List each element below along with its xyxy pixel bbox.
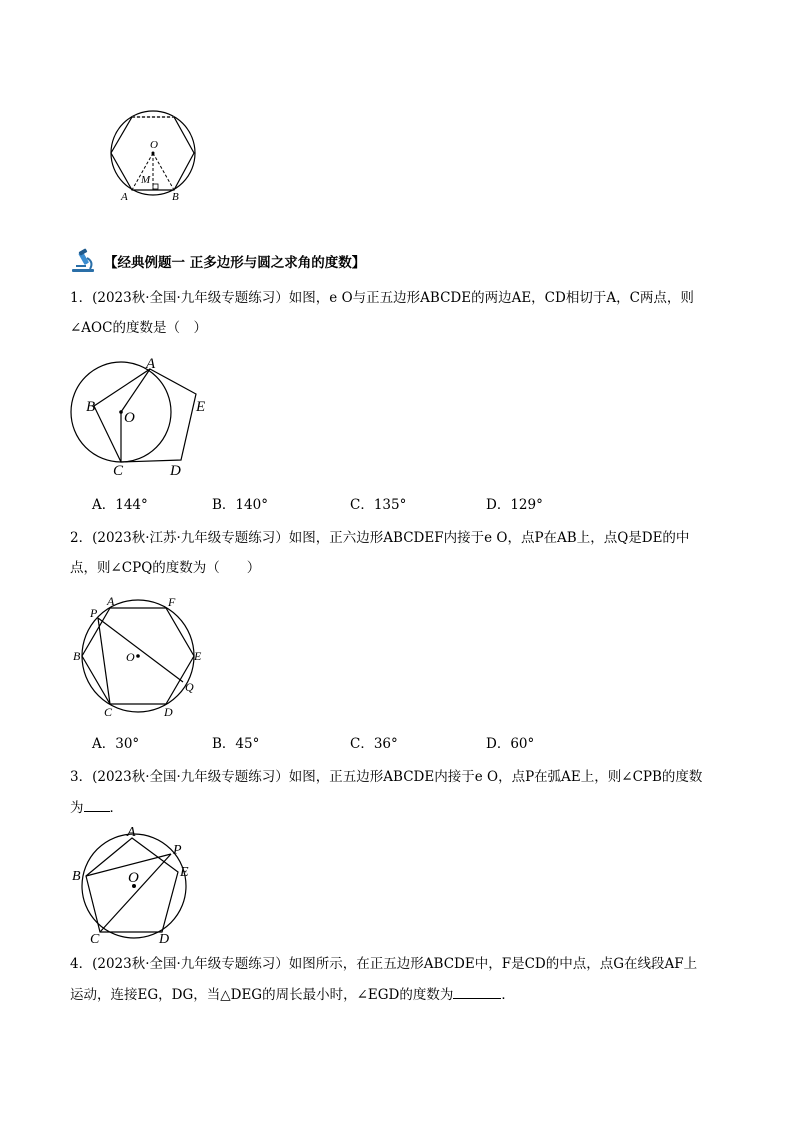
section-title: 【经典例题一 正多边形与圆之求角的度数】 bbox=[104, 255, 366, 271]
segment-pc bbox=[98, 618, 110, 704]
label-d: D bbox=[164, 705, 173, 719]
problem-1-option-b[interactable]: B．140° bbox=[212, 497, 268, 513]
label-f: F bbox=[168, 595, 176, 609]
right-angle-mark bbox=[153, 184, 158, 189]
problem-3-figure bbox=[70, 824, 200, 946]
label-c: C bbox=[104, 705, 113, 719]
problem-4-line-2 bbox=[70, 984, 515, 1005]
problem-2-option-d[interactable]: D．60° bbox=[486, 736, 535, 752]
label-o: O bbox=[150, 139, 158, 151]
pentagon bbox=[94, 369, 196, 462]
problem-3-line-2 bbox=[70, 797, 123, 818]
label-m: M bbox=[141, 174, 151, 186]
label-o: O bbox=[124, 410, 135, 426]
label-o: O bbox=[128, 870, 139, 886]
problem-1-option-a[interactable]: A．144° bbox=[92, 497, 148, 513]
problem-2-option-a[interactable]: A．30° bbox=[92, 736, 140, 752]
label-c: C bbox=[113, 463, 124, 479]
label-e: E bbox=[194, 649, 202, 663]
problem-3-line-2-suffix: ． bbox=[109, 800, 123, 816]
problem-1-line-1: 1．(2023秋·全国·九年级专题练习）如图，e O与正五边形ABCDE的两边AE，CD相切于A，C两点，则 bbox=[70, 290, 694, 306]
dashed-ob bbox=[153, 153, 174, 190]
problem-2-line-2: 点，则∠CPQ的度数为（ ） bbox=[70, 560, 261, 576]
problem-2-line-1: 2．(2023秋·江苏·九年级专题练习）如图，正六边形ABCDEF内接于e O，点P在AB上，点Q是DE的中 bbox=[70, 530, 690, 546]
label-a: A bbox=[146, 356, 156, 372]
label-b: B bbox=[172, 191, 179, 203]
answer-blank[interactable] bbox=[453, 984, 501, 999]
label-e: E bbox=[180, 865, 189, 880]
segment-pq bbox=[98, 618, 183, 682]
label-c: C bbox=[90, 932, 100, 946]
problem-1-option-d[interactable]: D．129° bbox=[486, 497, 543, 513]
problem-1-option-c[interactable]: C．135° bbox=[350, 497, 407, 513]
problem-3-line-1: 3．(2023秋·全国·九年级专题练习）如图，正五边形ABCDE内接于e O，点P在弧AE上，则∠CPB的度数 bbox=[70, 769, 703, 785]
problem-3-line-2-text: 为 bbox=[70, 800, 84, 816]
section-heading bbox=[70, 247, 365, 275]
segment-oa bbox=[121, 369, 150, 412]
microscope-icon bbox=[70, 248, 98, 274]
segment-pc bbox=[100, 854, 171, 932]
problem-2-option-c[interactable]: C．36° bbox=[350, 736, 398, 752]
problem-2-option-b[interactable]: B．45° bbox=[212, 736, 260, 752]
problem-4-line-2-suffix: ． bbox=[501, 987, 515, 1003]
problem-4-line-1: 4．(2023秋·全国·九年级专题练习）如图所示，在正五边形ABCDE中，F是CD的中点，点G在线段AF上 bbox=[70, 956, 698, 972]
label-d: D bbox=[170, 463, 181, 479]
label-e: E bbox=[196, 399, 206, 415]
answer-blank[interactable] bbox=[84, 797, 110, 812]
problem-1-line-2: ∠AOC的度数是（ ） bbox=[70, 320, 207, 336]
label-b: B bbox=[73, 649, 81, 663]
problem-1-figure bbox=[66, 354, 226, 479]
problem-4-line-2-text: 运动，连接EG，DG，当△DEG的周长最小时，∠EGD的度数为 bbox=[70, 987, 454, 1003]
label-a: A bbox=[127, 825, 136, 840]
label-p: P bbox=[173, 843, 182, 858]
label-p: P bbox=[90, 606, 98, 620]
label-b: B bbox=[72, 869, 81, 884]
label-d: D bbox=[159, 932, 170, 946]
problem-2-figure bbox=[70, 594, 210, 720]
top-hexagon-figure bbox=[100, 108, 230, 203]
label-a: A bbox=[121, 191, 128, 203]
label-b: B bbox=[86, 399, 96, 415]
label-q: Q bbox=[185, 680, 194, 694]
label-a: A bbox=[107, 594, 115, 608]
label-o: O bbox=[126, 650, 135, 664]
